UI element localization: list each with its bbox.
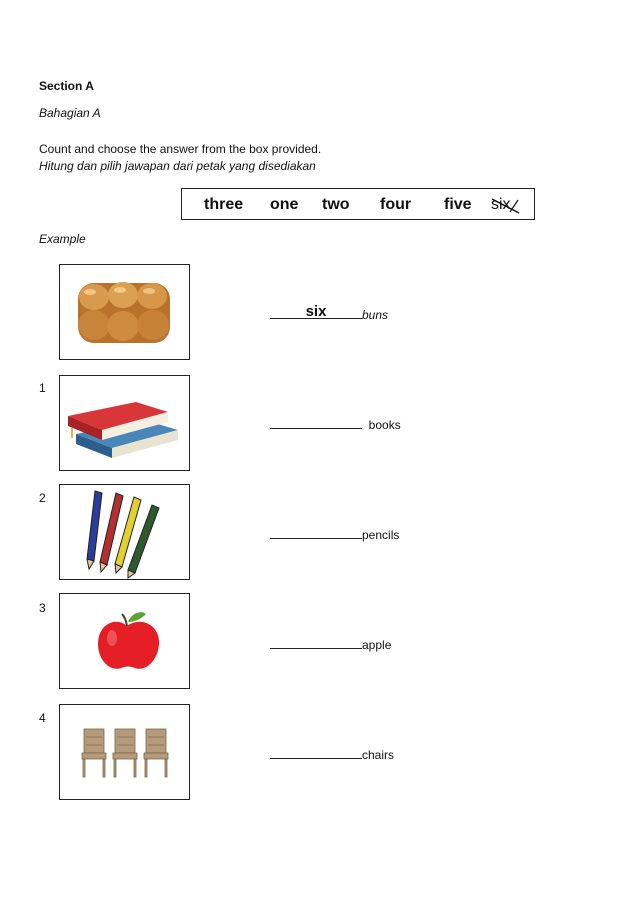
question-number: 3 <box>39 601 46 615</box>
books-image <box>60 376 189 470</box>
question-3-row <box>270 636 391 652</box>
pencils-image <box>60 485 189 579</box>
word-option: four <box>380 196 412 213</box>
word-option: five <box>444 196 472 213</box>
cross-out-mark <box>491 196 523 216</box>
instruction-english: Count and choose the answer from the box provided. <box>39 142 322 156</box>
chairs-image <box>60 705 189 799</box>
answer-blank[interactable] <box>270 416 362 429</box>
buns-image <box>60 265 189 359</box>
question-4-row <box>270 746 394 762</box>
question-noun: pencils <box>362 528 400 542</box>
books-picture <box>59 375 190 471</box>
answer-blank[interactable] <box>270 636 362 649</box>
apple-picture <box>59 593 190 689</box>
instruction-malay: Hitung dan pilih jawapan dari petak yang disediakan <box>39 159 316 173</box>
word-option-crossed: six <box>491 196 511 214</box>
answer-word-box <box>181 188 535 220</box>
question-noun: books <box>368 418 401 432</box>
answer-blank[interactable] <box>270 746 362 759</box>
example-answer-row <box>270 303 389 322</box>
section-title: Section A <box>39 79 94 93</box>
question-2-row <box>270 526 399 542</box>
question-1-row <box>270 416 401 432</box>
question-number: 1 <box>39 381 46 395</box>
question-number: 2 <box>39 491 46 505</box>
word-option: one <box>270 196 299 213</box>
word-option: two <box>322 196 350 213</box>
chairs-picture <box>59 704 190 800</box>
answer-blank[interactable] <box>270 526 362 539</box>
example-answer: six <box>305 303 327 320</box>
section-subtitle: Bahagian A <box>39 106 101 120</box>
word-option: three <box>204 196 244 213</box>
example-label: Example <box>39 232 86 246</box>
buns-picture <box>59 264 190 360</box>
apple-image <box>60 594 189 688</box>
example-noun: buns <box>362 308 389 322</box>
question-number: 4 <box>39 711 46 725</box>
pencils-picture <box>59 484 190 580</box>
question-noun: apple <box>362 638 392 652</box>
answer-blank <box>270 303 362 320</box>
question-noun: chairs <box>362 748 395 762</box>
